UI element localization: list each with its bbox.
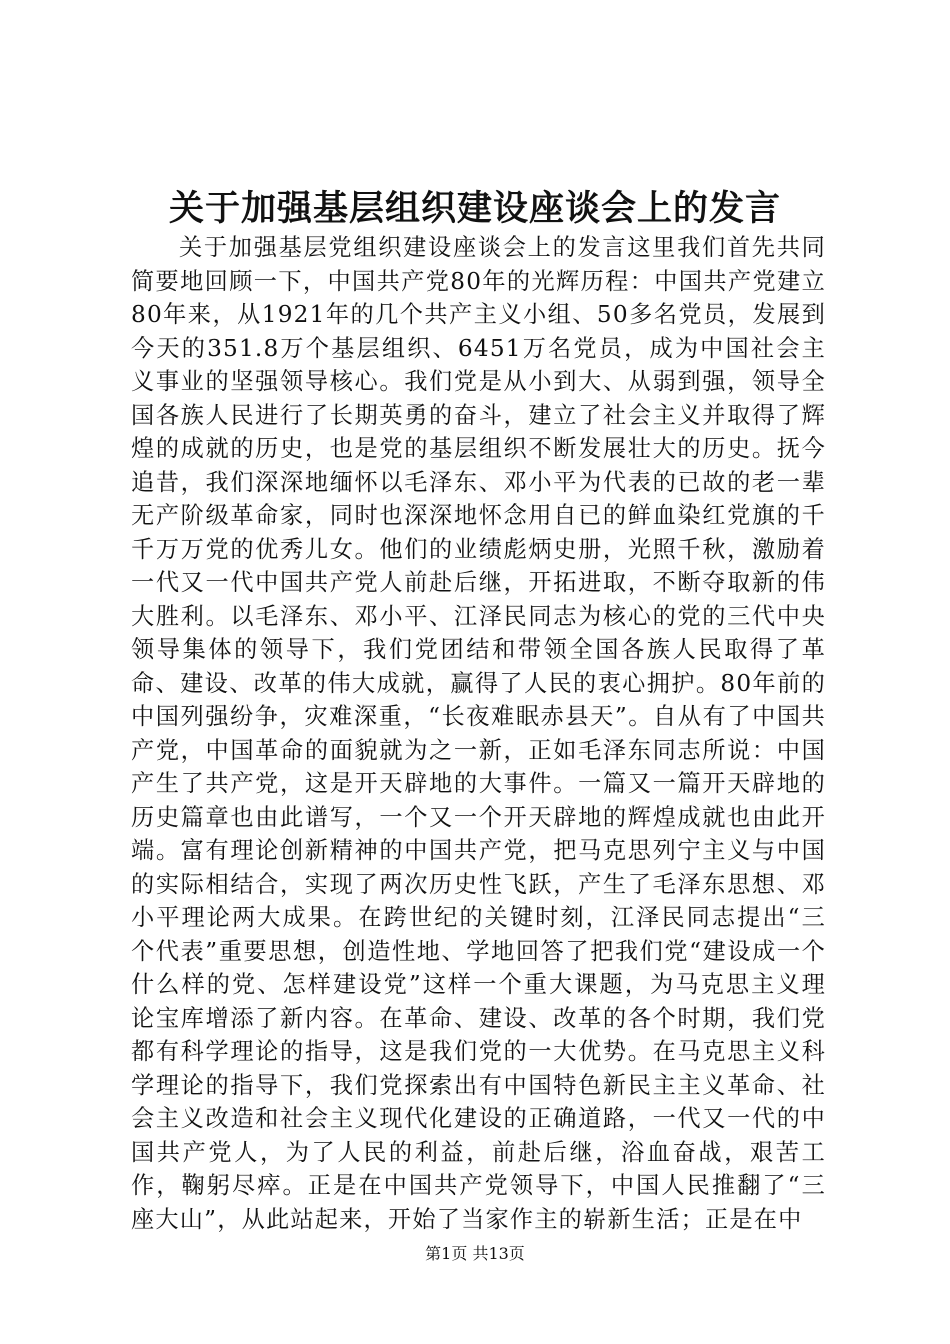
page-footer xyxy=(0,1243,950,1265)
document-body-paragraph: 关于加强基层党组织建设座谈会上的发言这里我们首先共同简要地回顾一下，中国共产党80年的光辉历程：中国共产党建立80年来，从1921年的几个共产主义小组、50多名党员，发展到今天的351.8万个基层组织、6451万名党员，成为中国社会主义事业的坚强领导核心。我们党是从小到大、从弱到强，领导全国各族人民进行了长期英勇的奋斗，建立了社会主义并取得了辉煌的成就的历史，也是党的基层组织不断发展壮大的历史。抚今追昔，我们深深地缅怀以毛泽东、邓小平为代表的已故的老一辈无产阶级革命家，同时也深深地怀念用自已的鲜血染红党旗的千千万万党的优秀儿女。他们的业绩彪炳史册，光照千秋，激励着一代又一代中国共产党人前赴后继，开拓进取，不断夺取新的伟大胜利。以毛泽东、邓小平、江泽民同志为核心的党的三代中央领导集体的领导下，我们党团结和带领全国各族人民取得了革命、建设、改革的伟大成就，赢得了人民的衷心拥护。80年前的中国列强纷争，灾难深重，“长夜难眠赤县天”。自从有了中国共产党，中国革命的面貌就为之一新，正如毛泽东同志所说：中国产生了共产党，这是开天辟地的大事件。一篇又一篇开天辟地的历史篇章也由此谱写，一个又一个开天辟地的辉煌成就也由此开端。富有理论创新精神的中国共产党，把马克思列宁主义与中国的实际相结合，实现了两次历史性飞跃，产生了毛泽东思想、邓小平理论两大成果。在跨世纪的关键时刻，江泽民同志提出“三个代表”重要思想，创造性地、学地回答了把我们党“建设成一个什么样的党、怎样建设党”这样一个重大课题，为马克思主义理论宝库增添了新内容。在革命、建设、改革的各个时期，我们党都有科学理论的指导，这是我们党的一大优势。在马克思主义科学理论的指导下，我们党探索出有中国特色新民主主义革命、社会主义改造和社会主义现代化建设的正确道路，一代又一代的中国共产党人，为了人民的利益，前赴后继，浴血奋战，艰苦工作，鞠躬尽瘁。正是在中国共产党领导下，中国人民推翻了“三座大山”，从此站起来，开始了当家作主的崭新生活；正是在中 xyxy=(131,234,826,1233)
page-indicator: 第1页 共13页 xyxy=(425,1244,525,1263)
document-title: 关于加强基层组织建设座谈会上的发言 xyxy=(168,188,781,229)
